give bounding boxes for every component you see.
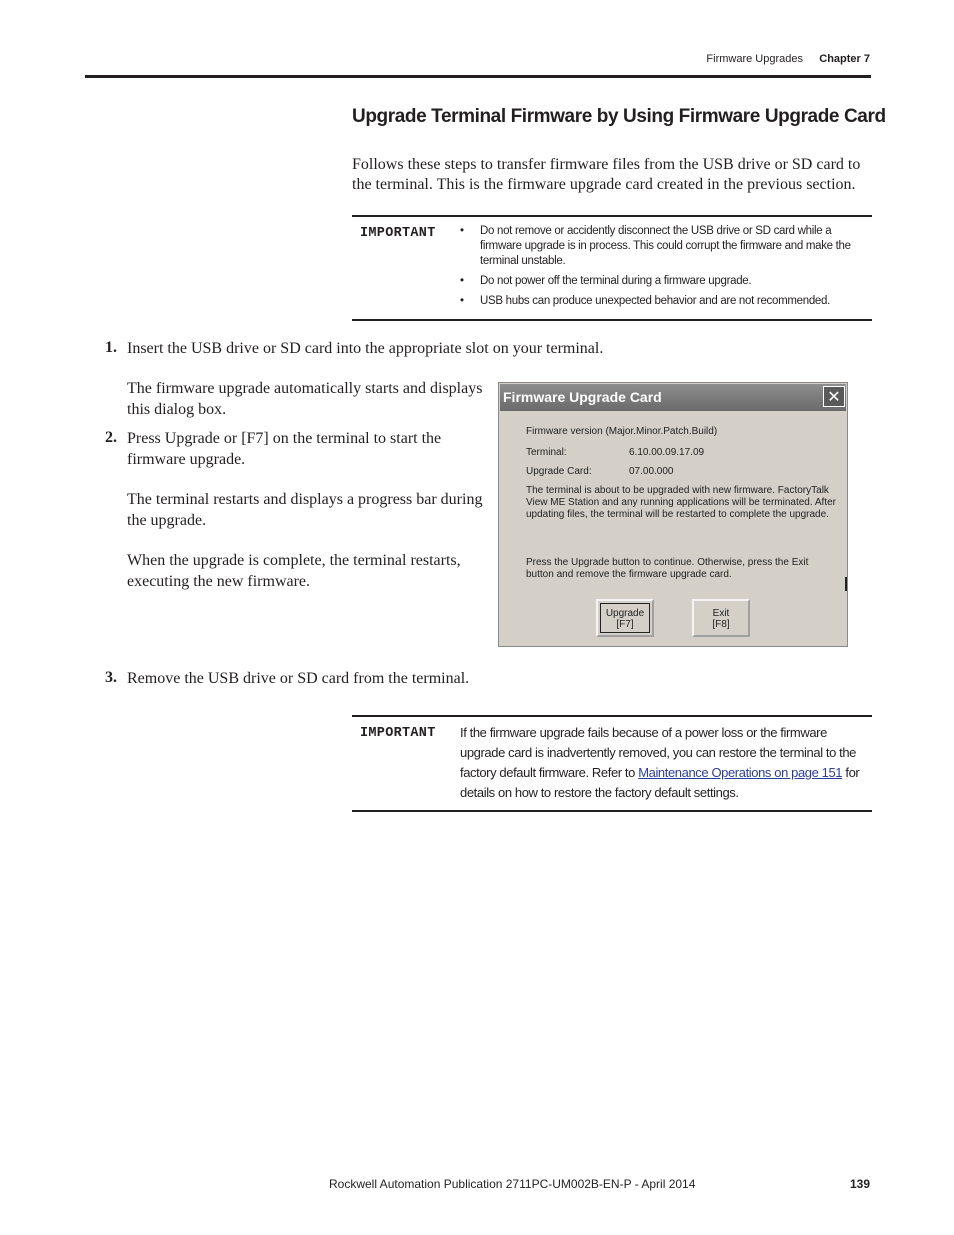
step-text-2: Press Upgrade or [F7] on the terminal to start the firmware upgrade.: [127, 430, 442, 468]
maintenance-operations-link[interactable]: Maintenance Operations on page 151: [638, 765, 843, 780]
step-number-1: 1.: [105, 339, 117, 356]
terminal-version-value: 6.10.00.09.17.09: [629, 447, 705, 458]
important-bullet: • USB hubs can produce unexpected behavior and are not recommended.: [460, 294, 870, 309]
step-text-3: Remove the USB drive or SD card from the terminal.: [127, 670, 470, 687]
close-icon[interactable]: ✕: [823, 386, 845, 407]
important-text: [460, 723, 870, 803]
upgrade-button-key: [F7]: [616, 619, 634, 630]
upgrade-button-label: Upgrade: [605, 608, 645, 619]
dialog-title: Firmware Upgrade Card: [503, 389, 662, 405]
step-note-1: The firmware upgrade automatically starts and displays this dialog box.: [127, 380, 483, 418]
important-bullet-list: [460, 224, 870, 314]
card-version-label: Upgrade Card:: [526, 466, 592, 477]
upgrade-button[interactable]: [596, 599, 654, 637]
dialog-message-instructions: Press the Upgrade button to continue. Otherwise, press the Exit button and remove the firmware upgrade card.: [526, 557, 809, 580]
firmware-version-label: Firmware version (Major.Minor.Patch.Build): [526, 426, 718, 437]
step-text-1: Insert the USB drive or SD card into the appropriate slot on your terminal.: [127, 340, 604, 357]
step-note-2a: The terminal restarts and displays a progress bar during the upgrade.: [127, 491, 483, 529]
intro-paragraph: Follows these steps to transfer firmware files from the USB drive or SD card to the terminal. This is the firmware upgrade card created in the previous section.: [352, 156, 861, 193]
page-number: 139: [849, 1177, 870, 1191]
important-label: IMPORTANT: [360, 726, 436, 741]
terminal-version-label: Terminal:: [526, 447, 567, 458]
important-bullet: • Do not power off the terminal during a firmware upgrade.: [460, 274, 870, 289]
dialog-message-warning: The terminal is about to be upgraded with new firmware. FactoryTalk View ME Station and any running applications will be terminated. After updating files, the terminal will be restarted to complete the upgrade.: [526, 485, 836, 520]
footer-publication: Rockwell Automation Publication 2711PC-UM002B-EN-P - April 2014: [329, 1177, 696, 1191]
dialog-titlebar: [500, 384, 846, 411]
running-header-chapter: Chapter 7: [819, 53, 870, 65]
card-version-value: 07.00.000: [629, 466, 674, 477]
exit-button-key: [F8]: [712, 619, 730, 630]
section-title: Upgrade Terminal Firmware by Using Firmware Upgrade Card: [352, 106, 886, 127]
text-cursor: [845, 577, 847, 591]
step-number-2: 2.: [105, 429, 117, 446]
step-number-3: 3.: [105, 669, 117, 686]
running-header-section: Firmware Upgrades: [706, 53, 803, 65]
important-label: IMPORTANT: [360, 226, 436, 241]
firmware-upgrade-dialog: [498, 382, 848, 647]
exit-button-label: Exit: [712, 608, 730, 619]
important-text-after: for details on how to restore the factory default settings.: [460, 765, 860, 800]
step-note-2b: When the upgrade is complete, the terminal restarts, executing the new firmware.: [127, 552, 461, 590]
important-bullet: • Do not remove or accidently disconnect the USB drive or SD card while a firmware upgrade is in process. This could corrupt the firmware and make the terminal unstable.: [460, 224, 870, 269]
important-text-before: If the firmware upgrade fails because of a power loss or the firmware upgrade card is inadvertently removed, you can restore the terminal to the factory default firmware. Refer to: [460, 725, 857, 780]
header-rule: [85, 75, 871, 78]
important-notice-1: [352, 215, 872, 321]
important-notice-2: [352, 715, 872, 812]
exit-button[interactable]: [692, 599, 750, 637]
